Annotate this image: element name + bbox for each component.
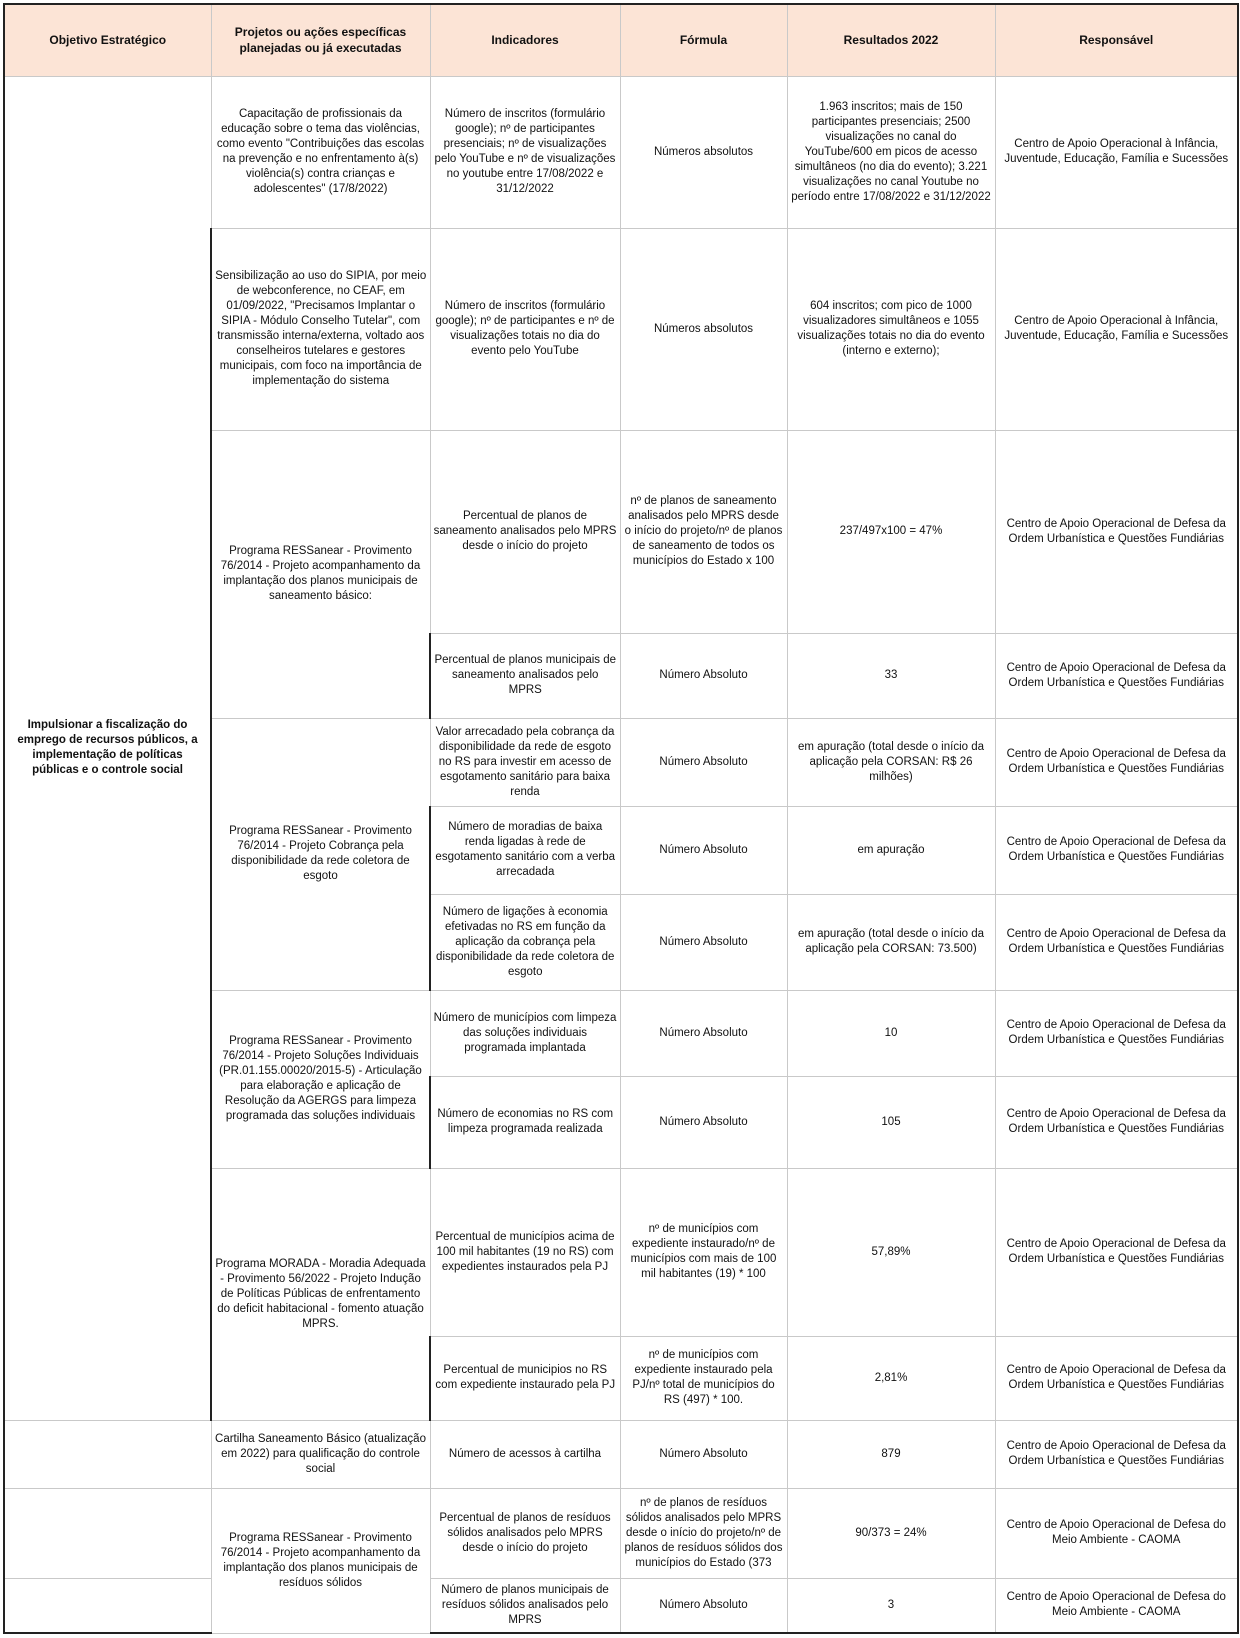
indicator-cell: Valor arrecadado pela cobrança da disponibilidade da rede de esgoto no RS para investir em acesso de esgotamento sanitário para baixa renda — [430, 718, 620, 806]
result-cell: 604 inscritos; com pico de 1000 visualizadores simultâneos e 1055 visualizações totais no dia do evento (interno e externo); — [787, 228, 995, 430]
header-formula: Fórmula — [620, 4, 787, 76]
table-row — [4, 1488, 1238, 1578]
indicator-cell: Número de moradias de baixa renda ligadas à rede de esgotamento sanitário com a verba arrecadada — [430, 806, 620, 894]
indicator-cell: Percentual de planos de saneamento analisados pelo MPRS desde o início do projeto — [430, 430, 620, 633]
formula-cell: Números absolutos — [620, 228, 787, 430]
table-row — [4, 1420, 1238, 1488]
formula-cell: nº de planos de resíduos sólidos analisados pelo MPRS desde o início do projeto/nº de planos de resíduos sólidos dos municípios do Estado (373 — [620, 1488, 787, 1578]
responsible-cell: Centro de Apoio Operacional de Defesa da Ordem Urbanística e Questões Fundiárias — [995, 430, 1238, 633]
strategic-objectives-table — [3, 3, 1239, 1634]
header-indicadores: Indicadores — [430, 4, 620, 76]
result-cell: 237/497x100 = 47% — [787, 430, 995, 633]
responsible-cell: Centro de Apoio Operacional de Defesa da Ordem Urbanística e Questões Fundiárias — [995, 1168, 1238, 1336]
formula-cell: Número Absoluto — [620, 718, 787, 806]
result-cell: em apuração — [787, 806, 995, 894]
project-cell: Programa RESSanear - Provimento 76/2014 - Projeto Soluções Individuais (PR.01.155.00020/2015-5) - Articulação para elaboração e aplicação de Resolução da AGERGS para limpeza programada das soluções individuais — [211, 990, 430, 1168]
indicator-cell: Número de municípios com limpeza das soluções individuais programada implantada — [430, 990, 620, 1076]
indicator-cell: Número de inscritos (formulário google); nº de participantes presenciais; nº de visualizações pelo YouTube e nº de visualizações no youtube entre 17/08/2022 e 31/12/2022 — [430, 76, 620, 228]
empty-objective-cell — [4, 1578, 211, 1633]
responsible-cell: Centro de Apoio Operacional de Defesa da Ordem Urbanística e Questões Fundiárias — [995, 1420, 1238, 1488]
empty-objective-cell — [4, 1420, 211, 1488]
responsible-cell: Centro de Apoio Operacional de Defesa da Ordem Urbanística e Questões Fundiárias — [995, 718, 1238, 806]
result-cell: 90/373 = 24% — [787, 1488, 995, 1578]
indicator-cell: Número de planos municipais de resíduos sólidos analisados pelo MPRS — [430, 1578, 620, 1633]
header-row — [4, 4, 1238, 76]
project-cell: Programa RESSanear - Provimento 76/2014 - Projeto Cobrança pela disponibilidade da rede coletora de esgoto — [211, 718, 430, 990]
formula-cell: Número Absoluto — [620, 806, 787, 894]
result-cell: 3 — [787, 1578, 995, 1633]
responsible-cell: Centro de Apoio Operacional de Defesa da Ordem Urbanística e Questões Fundiárias — [995, 633, 1238, 718]
indicator-cell: Percentual de municipios no RS com expediente instaurado pela PJ — [430, 1336, 620, 1420]
result-cell: 10 — [787, 990, 995, 1076]
header-projetos: Projetos ou ações específicas planejadas ou já executadas — [211, 4, 430, 76]
formula-cell: Número Absoluto — [620, 633, 787, 718]
result-cell: 57,89% — [787, 1168, 995, 1336]
indicator-cell: Percentual de planos municipais de saneamento analisados pelo MPRS — [430, 633, 620, 718]
empty-objective-cell — [4, 1488, 211, 1578]
responsible-cell: Centro de Apoio Operacional de Defesa da Ordem Urbanística e Questões Fundiárias — [995, 1076, 1238, 1168]
responsible-cell: Centro de Apoio Operacional de Defesa do Meio Ambiente - CAOMA — [995, 1578, 1238, 1633]
result-cell: 1.963 inscritos; mais de 150 participantes presenciais; 2500 visualizações no canal do YouTube/600 em picos de acesso simultâneos (no dia do evento); 3.221 visualizações no canal Youtube no período entre 17/08/2022 e 31/12/2022 — [787, 76, 995, 228]
header-objetivo: Objetivo Estratégico — [4, 4, 211, 76]
header-resultados: Resultados 2022 — [787, 4, 995, 76]
indicator-cell: Percentual de municípios acima de 100 mil habitantes (19 no RS) com expedientes instaurados pela PJ — [430, 1168, 620, 1336]
table-row — [4, 1578, 1238, 1633]
project-cell: Cartilha Saneamento Básico (atualização em 2022) para qualificação do controle social — [211, 1420, 430, 1488]
project-cell: Programa MORADA - Moradia Adequada - Provimento 56/2022 - Projeto Indução de Políticas Públicas de enfrentamento do deficit habitacional - fomento atuação MPRS. — [211, 1168, 430, 1420]
project-cell: Capacitação de profissionais da educação sobre o tema das violências, como evento "Contribuições das escolas na prevenção e no enfrentamento à(s) violência(s) contra crianças e adolescentes" (17/8/2022) — [211, 76, 430, 228]
result-cell: 33 — [787, 633, 995, 718]
formula-cell: Número Absoluto — [620, 894, 787, 990]
result-cell: em apuração (total desde o início da aplicação pela CORSAN: R$ 26 milhões) — [787, 718, 995, 806]
responsible-cell: Centro de Apoio Operacional à Infância, Juventude, Educação, Família e Sucessões — [995, 228, 1238, 430]
indicator-cell: Número de inscritos (formulário google); nº de participantes e nº de visualizações totais no dia do evento pelo YouTube — [430, 228, 620, 430]
indicator-cell: Número de acessos à cartilha — [430, 1420, 620, 1488]
responsible-cell: Centro de Apoio Operacional à Infância, Juventude, Educação, Família e Sucessões — [995, 76, 1238, 228]
project-cell: Sensibilização ao uso do SIPIA, por meio de webconference, no CEAF, em 01/09/2022, "Precisamos Implantar o SIPIA - Módulo Conselho Tutelar", com transmissão interna/externa, voltado aos conselheiros tutelares e gestores municipais, com foco na importância de implementação do sistema — [211, 228, 430, 430]
project-cell: Programa RESSanear - Provimento 76/2014 - Projeto acompanhamento da implantação dos planos municipais de resíduos sólidos — [211, 1488, 430, 1633]
formula-cell: nº de municípios com expediente instaurado/nº de municípios com mais de 100 mil habitantes (19) * 100 — [620, 1168, 787, 1336]
result-cell: 2,81% — [787, 1336, 995, 1420]
indicator-cell: Número de ligações à economia efetivadas no RS em função da aplicação da cobrança pela disponibilidade da rede coletora de esgoto — [430, 894, 620, 990]
formula-cell: Número Absoluto — [620, 1420, 787, 1488]
responsible-cell: Centro de Apoio Operacional de Defesa da Ordem Urbanística e Questões Fundiárias — [995, 806, 1238, 894]
result-cell: 879 — [787, 1420, 995, 1488]
indicator-cell: Percentual de planos de resíduos sólidos analisados pelo MPRS desde o início do projeto — [430, 1488, 620, 1578]
table-row — [4, 76, 1238, 228]
result-cell: 105 — [787, 1076, 995, 1168]
formula-cell: Número Absoluto — [620, 1076, 787, 1168]
result-cell: em apuração (total desde o início da aplicação pela CORSAN: 73.500) — [787, 894, 995, 990]
indicator-cell: Número de economias no RS com limpeza programada realizada — [430, 1076, 620, 1168]
formula-cell: Números absolutos — [620, 76, 787, 228]
responsible-cell: Centro de Apoio Operacional de Defesa da Ordem Urbanística e Questões Fundiárias — [995, 894, 1238, 990]
responsible-cell: Centro de Apoio Operacional de Defesa da Ordem Urbanística e Questões Fundiárias — [995, 1336, 1238, 1420]
header-responsavel: Responsável — [995, 4, 1238, 76]
responsible-cell: Centro de Apoio Operacional de Defesa do Meio Ambiente - CAOMA — [995, 1488, 1238, 1578]
responsible-cell: Centro de Apoio Operacional de Defesa da Ordem Urbanística e Questões Fundiárias — [995, 990, 1238, 1076]
objective-cell: Impulsionar a fiscalização do emprego de recursos públicos, a implementação de políticas públicas e o controle social — [4, 76, 211, 1420]
formula-cell: nº de planos de saneamento analisados pelo MPRS desde o início do projeto/nº de planos de saneamento de todos os municípios do Estado x 100 — [620, 430, 787, 633]
formula-cell: nº de municípios com expediente instaurado pela PJ/nº total de municípios do RS (497) * 100. — [620, 1336, 787, 1420]
project-cell: Programa RESSanear - Provimento 76/2014 - Projeto acompanhamento da implantação dos planos municipais de saneamento básico: — [211, 430, 430, 718]
formula-cell: Número Absoluto — [620, 990, 787, 1076]
formula-cell: Número Absoluto — [620, 1578, 787, 1633]
